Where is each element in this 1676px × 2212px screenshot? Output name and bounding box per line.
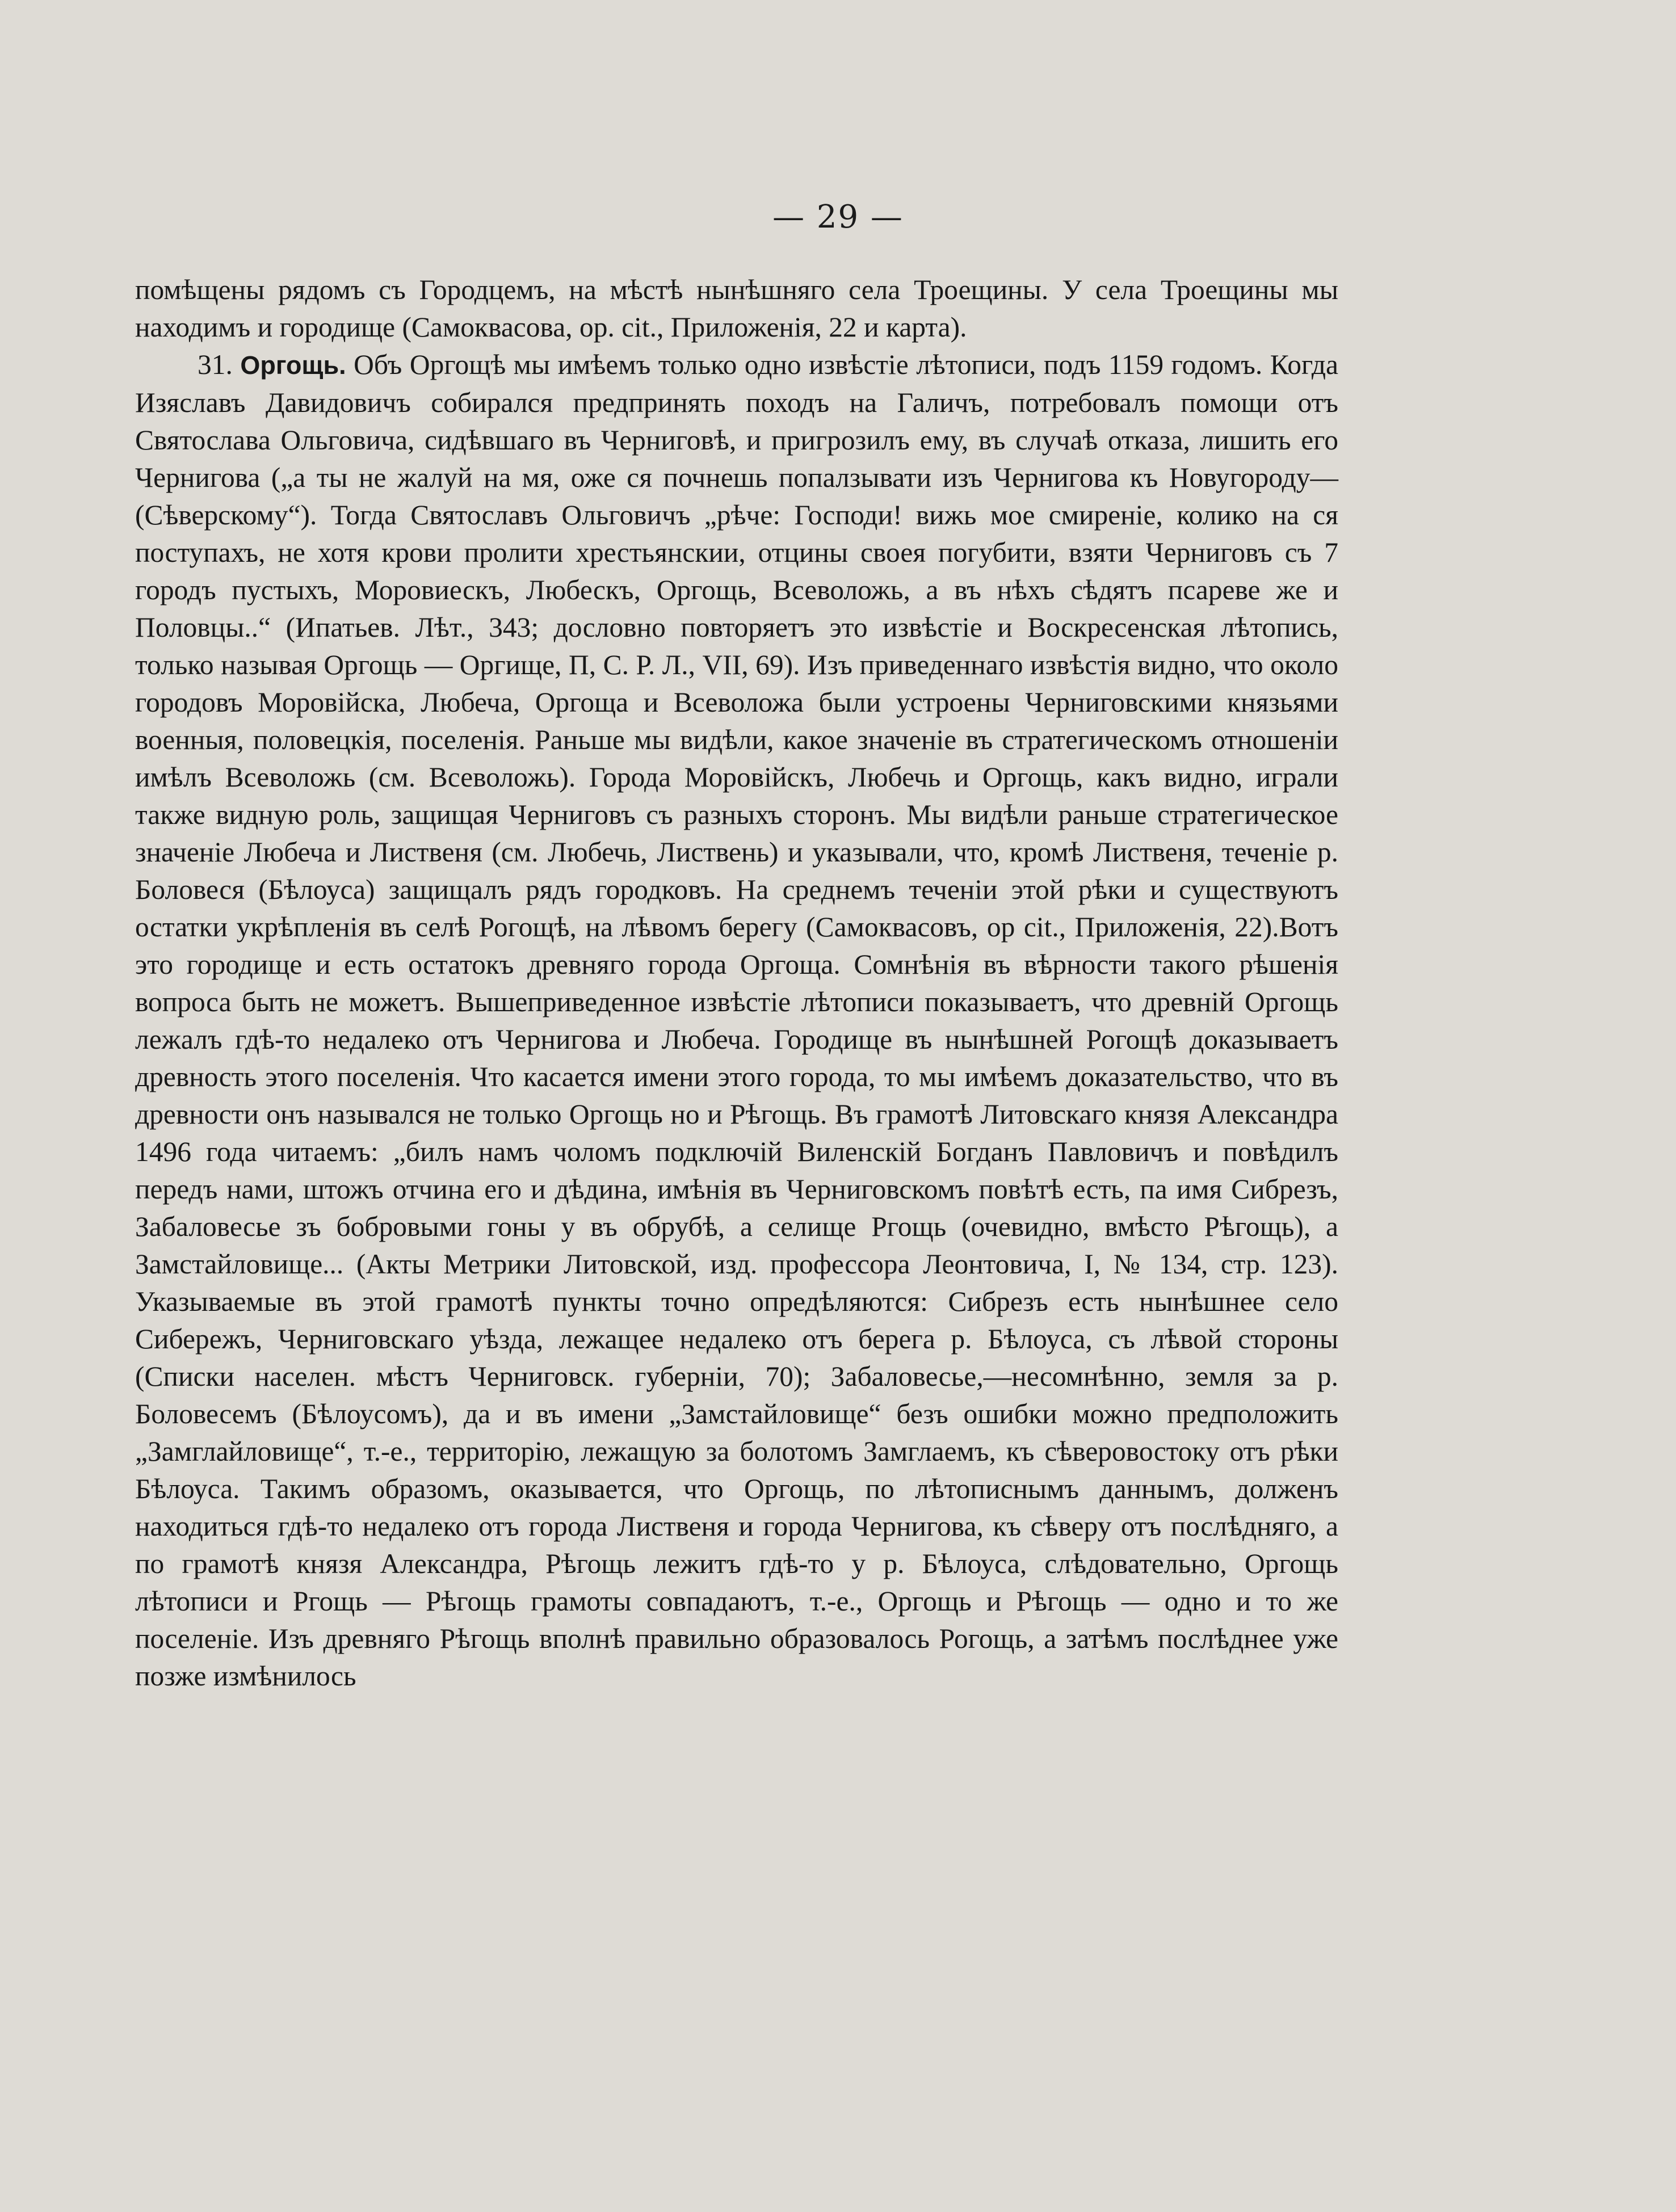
paragraph-continuation: помѣщены рядомъ съ Городцемъ, на мѣстѣ нынѣшняго села Троещины. У села Троещины мы находимъ и городище (Самоквасова, op. cit., Приложенія, 22 и карта). (135, 274, 1338, 343)
paragraph-orgosch (135, 346, 1338, 1695)
page-number: — 29 — (772, 199, 904, 236)
article-body (135, 271, 1338, 1695)
section-heading: Оргощь. (240, 351, 346, 380)
section-text: Объ Оргощѣ мы имѣемъ только одно извѣстіе лѣтописи, подъ 1159 годомъ. Когда Изяславъ Давидовичъ собирался предпринять походъ на Галичъ, потребовалъ помощи отъ Святослава Ольговича, сидѣвшаго въ Черниговѣ, и пригрозилъ ему, въ случаѣ отказа, лишить его Чернигова („а ты не жалуй на мя, оже ся почнешь попалзывати изъ Чернигова къ Новугороду—(Сѣверскому“). Тогда Святославъ Ольговичъ „рѣче: Господи! вижь мое смиреніе, колико на ся поступахъ, не хотя крови пролити хрестьянскии, отцины своея погубити, взяти Черниговъ съ 7 городъ пустыхъ, Моровиескъ, Любескъ, Оргощь, Всеволожь, а въ нѣхъ сѣдятъ псареве же и Половцы..“ (Ипатьев. Лѣт., 343; дословно повторяетъ это извѣстіе и Воскресенская лѣтопись, только называя Оргощь — Оргище, П, С. Р. Л., VII, 69). Изъ приведеннаго извѣстія видно, что около городовъ Моровійска, Любеча, Оргоща и Всеволожа были устроены Черниговскими князьями военныя, половецкія, поселенія. Раньше мы видѣли, какое значеніе въ стратегическомъ отношеніи имѣлъ Всеволожь (см. Всеволожь). Города Моровійскъ, Любечь и Оргощь, какъ видно, играли также видную роль, защищая Черниговъ съ разныхъ сторонъ. Мы видѣли раньше стратегическое значеніе Любеча и Лиственя (см. Любечь, Листвень) и указывали, что, кромѣ Лиственя, теченіе р. Боловеся (Бѣлоуса) защищалъ рядъ городковъ. На среднемъ теченіи этой рѣки и существуютъ остатки укрѣпленія въ селѣ Рогощѣ, на лѣвомъ берегу (Самоквасовъ, op cit., Приложенія, 22).Вотъ это городище и есть остатокъ древняго города Оргоща. Сомнѣнія въ вѣрности такого рѣшенія вопроса быть не можетъ. Вышеприведенное извѣстіе лѣтописи показываетъ, что древній Оргощь лежалъ гдѣ-то недалеко отъ Чернигова и Любеча. Городище въ нынѣшней Рогощѣ доказываетъ древность этого поселенія. Что касается имени этого города, то мы имѣемъ доказательство, что въ древности онъ назывался не только Оргощь но и Рѣгощь. Въ грамотѣ Литовскаго князя Александра 1496 года читаемъ: „билъ намъ чоломъ подключій Виленскій Богданъ Павловичъ и повѣдилъ передъ нами, штожъ отчина его и дѣдина, имѣнія въ Черниговскомъ повѣтѣ есть, па имя Сибрезъ, Забаловесье зъ бобровыми гоны у въ обрубѣ, а селище Ргощь (очевидно, вмѣсто Рѣгощь), а Замстайловище... (Акты Метрики Литовской, изд. профессора Леонтовича, I, № 134, стр. 123). Указываемые въ этой грамотѣ пункты точно опредѣляются: Сибрезъ есть нынѣшнее село Сибережъ, Черниговскаго уѣзда, лежащее недалеко отъ берега р. Бѣлоуса, съ лѣвой стороны (Списки населен. мѣстъ Черниговск. губерніи, 70); Забаловесье,—несомнѣнно, земля за р. Боловесемъ (Бѣлоусомъ), да и въ имени „Замстайловище“ безъ ошибки можно предположить „Замглайловище“, т.-е., территорію, лежащую за болотомъ Замглаемъ, къ сѣверовостоку отъ рѣки Бѣлоуса. Такимъ образомъ, оказывается, что Оргощь, по лѣтописнымъ даннымъ, долженъ находиться гдѣ-то недалеко отъ города Лиственя и города Чернигова, къ сѣверу отъ послѣдняго, а по грамотѣ князя Александра, Рѣгощь лежитъ гдѣ-то у р. Бѣлоуса, слѣдовательно, Оргощь лѣтописи и Ргощь — Рѣгощь грамоты совпадаютъ, т.-е., Оргощь и Рѣгощь — одно и то же поселеніе. Изъ древняго Рѣгощь вполнѣ правильно образовалось Рогощь, а затѣмъ послѣднее уже позже измѣнилось (135, 349, 1339, 1692)
section-number: 31. (198, 349, 233, 380)
